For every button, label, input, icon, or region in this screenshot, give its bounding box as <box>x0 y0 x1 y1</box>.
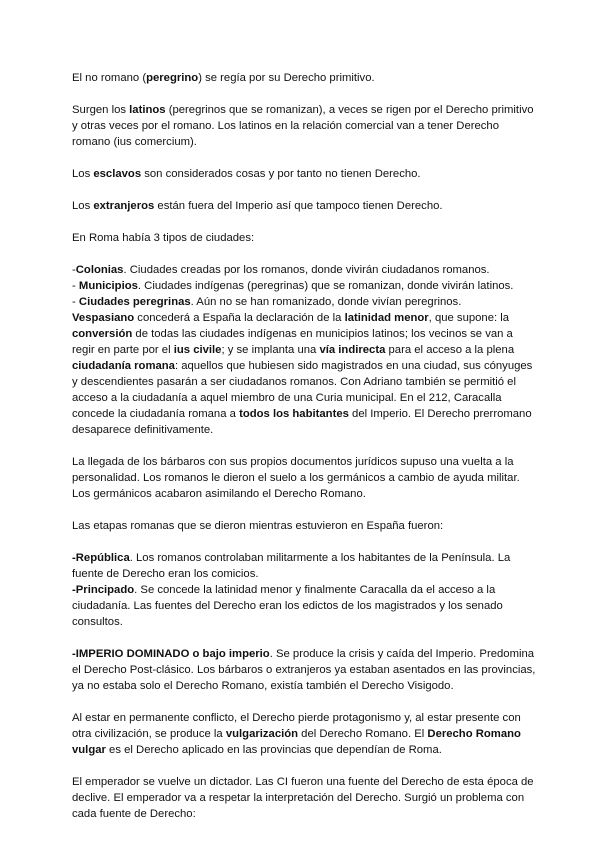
list-ciudades <box>72 262 536 310</box>
paragraph-etapas-intro: Las etapas romanas que se dieron mientras estuvieron en España fueron: <box>72 520 444 532</box>
term-latinos: latinos <box>129 104 166 116</box>
paragraph-extranjeros: Los extranjeros están fuera del Imperio así que tampoco tienen Derecho. <box>72 200 443 212</box>
paragraph-esclavos: Los esclavos son considerados cosas y por tanto no tienen Derecho. <box>72 168 421 180</box>
paragraph-vulgarizacion: Al estar en permanente conflicto, el Derecho pierde protagonismo y, al estar presente con otra civilización, se produce la vulgarización del Derecho Romano. El Derecho Romano vulgar es el Derecho aplicado en las provincias que dependían de Roma. <box>72 712 521 756</box>
term-esclavos: esclavos <box>93 168 142 180</box>
paragraph-principado: -Principado. Se concede la latinidad menor y finalmente Caracalla da el acceso a la ciudadanía. Las fuentes del Derecho eran los edictos de los magistrados y los senado consultos. <box>72 584 503 628</box>
term-peregrino: peregrino <box>146 72 199 84</box>
paragraph-ciudades-intro: En Roma había 3 tipos de ciudades: <box>72 232 255 244</box>
term-extranjeros: extranjeros <box>93 200 155 212</box>
list-item: - Ciudades peregrinas. Aún no se han romanizado, donde vivían peregrinos. <box>72 296 462 308</box>
list-item: - Municipios. Ciudades indígenas (peregrinas) que se romanizan, donde vivirán latinos. <box>72 280 514 292</box>
paragraph-vespasiano: Vespasiano concederá a España la declaración de la latinidad menor, que supone: la conversión de todas las ciudades indígenas en municipios latinos; los vecinos se van a regir en parte por el ius civile; y se implanta una vía indirecta para el acceso a la plena ciudadanía romana: aquellos que hubiesen sido magistrados en una ciudad, sus cónyuges y descendientes pasarán a ser ciudadanos romanos. Con Adriano también se permitió el acceso a la ciudadanía a aquel miembro de una Curia municipal. En el 212, Caracalla concede la ciudadanía romana a todos los habitantes del Imperio. El Derecho prerromano desaparece definitivamente. <box>72 312 533 436</box>
paragraph-peregrino: El no romano (peregrino) se regía por su Derecho primitivo. <box>72 72 375 84</box>
paragraph-imperio-dominado: -IMPERIO DOMINADO o bajo imperio. Se produce la crisis y caída del Imperio. Predomina el Derecho Post-clásico. Los bárbaros o extranjeros ya estaban asentados en las provincias, ya no estaba solo el Derecho Romano, existía también el Derecho Visigodo. <box>72 648 536 692</box>
paragraph-barbaros: La llegada de los bárbaros con sus propios documentos jurídicos supuso una vuelta a la personalidad. Los romanos le dieron el suelo a los germánicos a cambio de ayuda militar. Los germánicos acabaron asimilando el Derecho Romano. <box>72 456 520 500</box>
paragraph-republica: -República. Los romanos controlaban militarmente a los habitantes de la Península. La fuente de Derecho eran los comicios. <box>72 552 511 580</box>
paragraph-emperador: El emperador se vuelve un dictador. Las CI fueron una fuente del Derecho de esta época de declive. El emperador va a respetar la interpretación del Derecho. Surgió un problema con cada fuente de Derecho: <box>72 776 534 820</box>
paragraph-latinos: Surgen los latinos (peregrinos que se romanizan), a veces se rigen por el Derecho primitivo y otras veces por el romano. Los latinos en la relación comercial van a tener Derecho romano (ius comercium). <box>72 104 534 148</box>
list-item: -Colonias. Ciudades creadas por los romanos, donde vivirán ciudadanos romanos. <box>72 264 490 276</box>
